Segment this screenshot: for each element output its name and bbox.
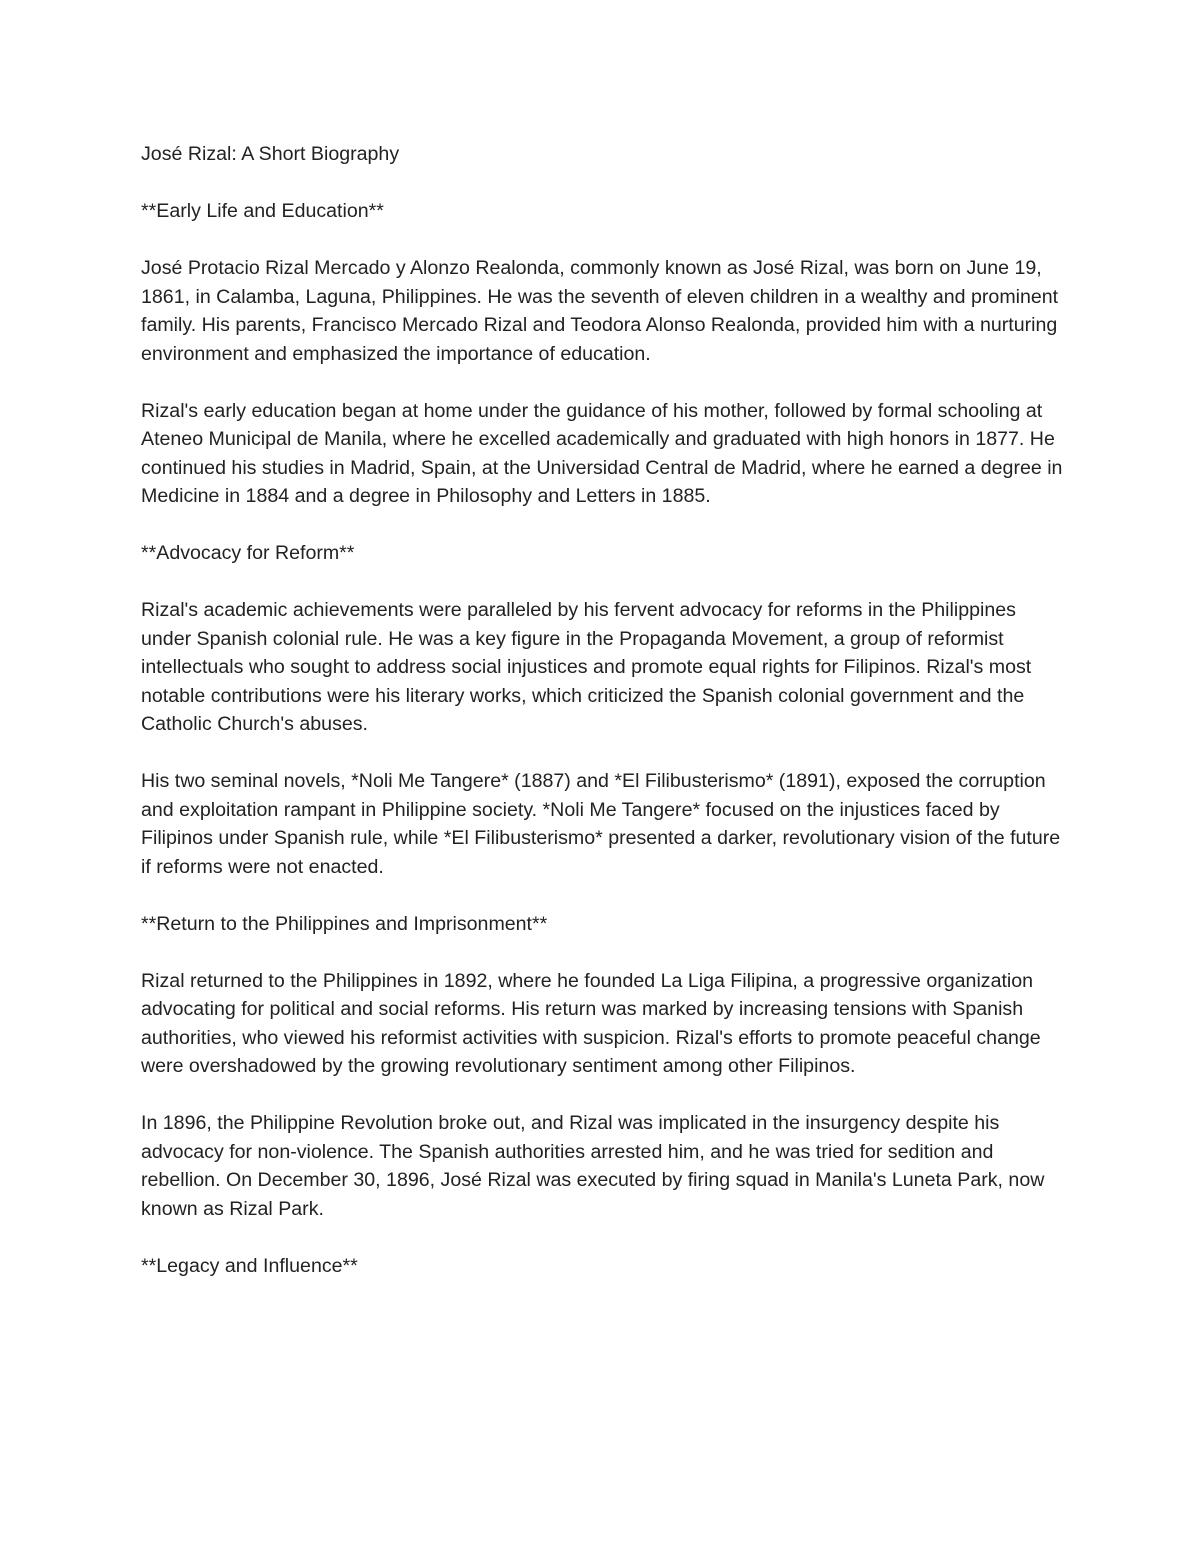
section-heading-legacy: **Legacy and Influence** xyxy=(141,1254,358,1277)
section-heading-return: **Return to the Philippines and Imprisonment** xyxy=(141,912,548,935)
paragraph-advocacy-1: Rizal's academic achievements were paralleled by his fervent advocacy for reforms in the Philippines under Spanish colonial rule. He was a key figure in the Propaganda Movement, a group of reformist intellectuals who sought to address social injustices and promote equal rights for Filipinos. Rizal's most notable contributions were his literary works, which criticized the Spanish colonial government and the Catholic Church's abuses. xyxy=(141,599,1032,735)
paragraph-advocacy-2: His two seminal novels, *Noli Me Tangere* (1887) and *El Filibusterismo* (1891), exposed the corruption and exploitation rampant in Philippine society. *Noli Me Tangere* focused on the injustices faced by Filipinos under Spanish rule, while *El Filibusterismo* presented a darker, revolutionary vision of the future if reforms were not enacted. xyxy=(141,770,1061,878)
document-title: José Rizal: A Short Biography xyxy=(141,143,400,165)
section-heading-advocacy: **Advocacy for Reform** xyxy=(141,542,355,564)
section-heading-early-life: **Early Life and Education** xyxy=(141,200,384,222)
paragraph-return-2: In 1896, the Philippine Revolution broke out, and Rizal was implicated in the insurgency despite his advocacy for non-violence. The Spanish authorities arrested him, and he was tried for sedition and rebellion. On December 30, 1896, José Rizal was executed by firing squad in Manila's Luneta Park, now known as Rizal Park. xyxy=(141,1112,1045,1220)
document-body xyxy=(141,140,1066,1309)
paragraph-return-1: Rizal returned to the Philippines in 1892, where he founded La Liga Filipina, a progressive organization advocating for political and social reforms. His return was marked by increasing tensions with Spanish authorities, who viewed his reformist activities with suspicion. Rizal's efforts to promote peaceful change were overshadowed by the growing revolutionary sentiment among other Filipinos. xyxy=(141,969,1041,1077)
paragraph-early-life-1: José Protacio Rizal Mercado y Alonzo Realonda, commonly known as José Rizal, was born on June 19, 1861, in Calamba, Laguna, Philippines. He was the seventh of eleven children in a wealthy and prominent family. His parents, Francisco Mercado Rizal and Teodora Alonso Realonda, provided him with a nurturing environment and emphasized the importance of education. xyxy=(141,257,1059,365)
paragraph-early-life-2: Rizal's early education began at home under the guidance of his mother, followed by formal schooling at Ateneo Municipal de Manila, where he excelled academically and graduated with high honors in 1877. He continued his studies in Madrid, Spain, at the Universidad Central de Madrid, where he earned a degree in Medicine in 1884 and a degree in Philosophy and Letters in 1885. xyxy=(141,399,1063,507)
